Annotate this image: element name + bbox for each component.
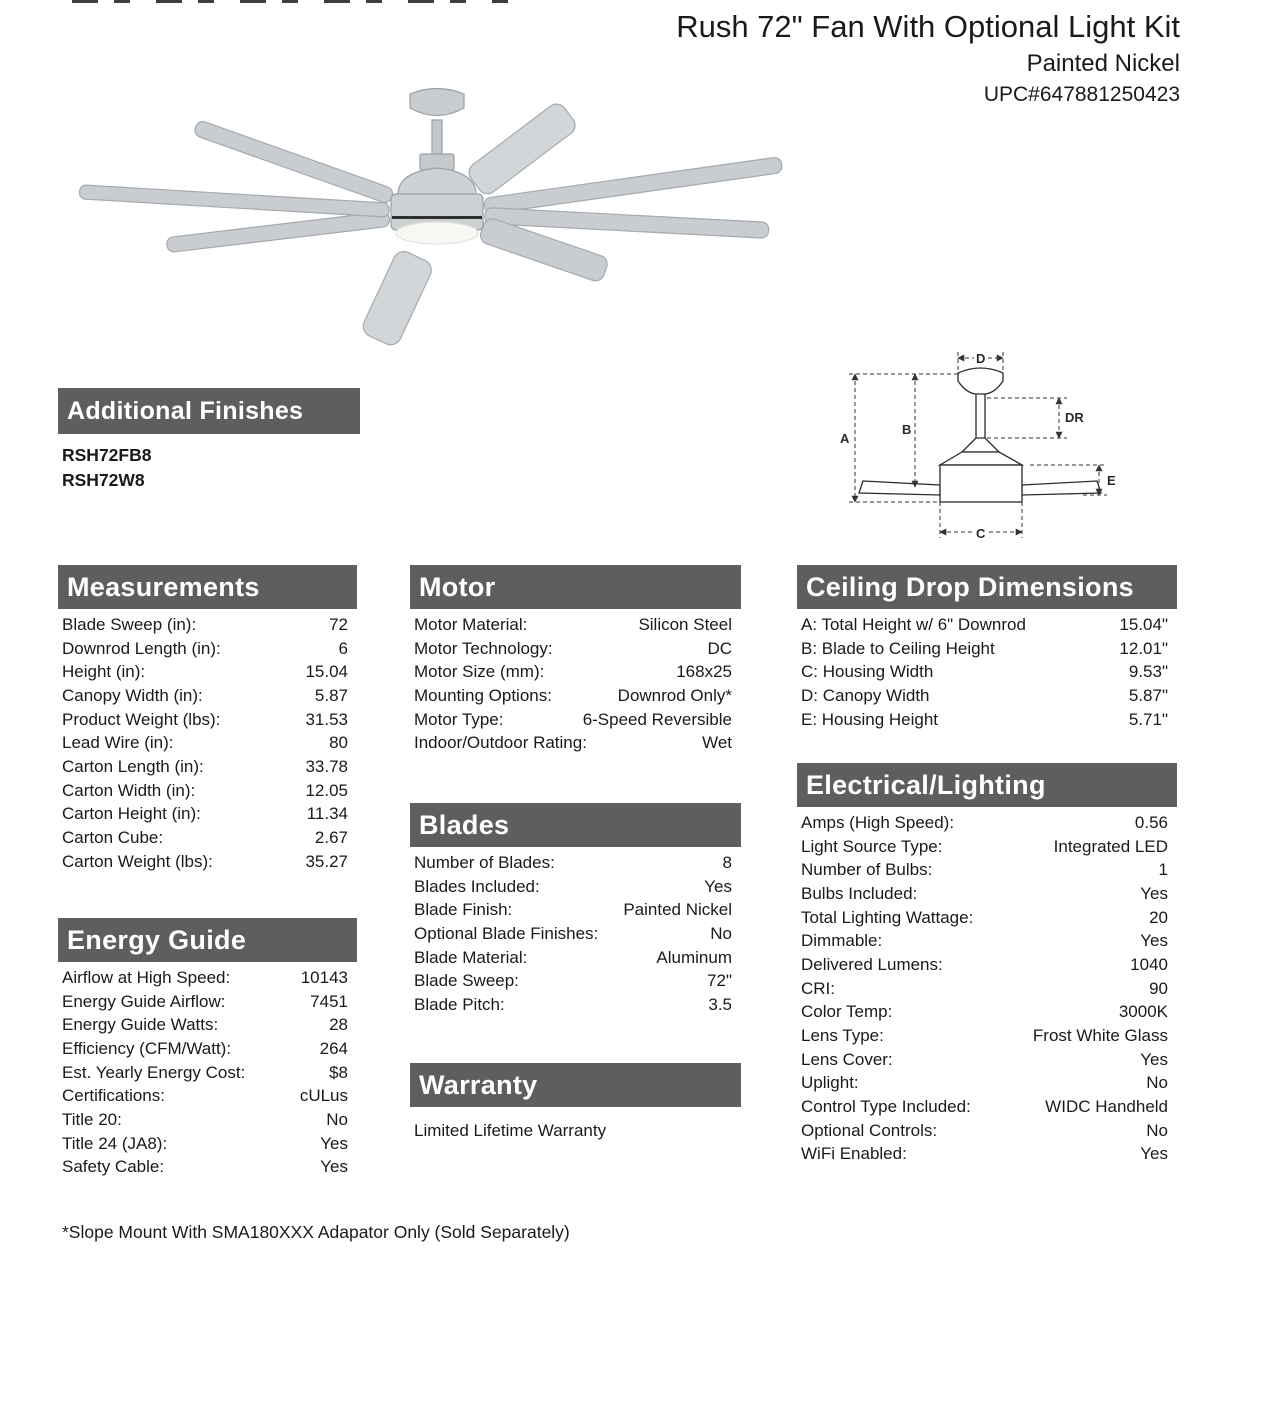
- spec-label: WiFi Enabled:: [801, 1144, 907, 1164]
- spec-row: [58, 779, 357, 803]
- spec-label: Motor Material:: [414, 614, 528, 634]
- spec-row: [58, 684, 357, 708]
- spec-value: cULus: [299, 1086, 348, 1106]
- spec-row: [797, 637, 1177, 661]
- spec-row: [797, 684, 1177, 708]
- spec-row: [58, 637, 357, 661]
- spec-value: DC: [707, 638, 732, 658]
- spec-label: Mounting Options:: [414, 685, 552, 705]
- spec-label: Blade Finish:: [414, 900, 513, 920]
- finish-model-list: [58, 443, 360, 493]
- spec-label: Certifications:: [62, 1086, 165, 1106]
- spec-value: Yes: [1140, 931, 1168, 951]
- spec-value: 11.34: [306, 804, 348, 824]
- spec-value: Wet: [702, 733, 732, 753]
- spec-label: C: Housing Width: [801, 662, 934, 682]
- spec-row: [58, 826, 357, 850]
- spec-value: 5.87: [314, 685, 348, 705]
- electrical-lighting-section-header: Electrical/Lighting: [797, 763, 1177, 807]
- spec-label: Carton Height (in):: [62, 804, 201, 824]
- blades-section-header: Blades: [410, 803, 741, 847]
- spec-row: [410, 875, 741, 899]
- fan-product-image: [60, 80, 840, 352]
- additional-finishes-header: Additional Finishes: [58, 388, 360, 434]
- spec-value: Yes: [1140, 1144, 1168, 1164]
- spec-label: Color Temp:: [801, 1002, 893, 1022]
- spec-label: Motor Technology:: [414, 638, 553, 658]
- spec-row: [58, 1013, 357, 1037]
- spec-label: Product Weight (lbs):: [62, 709, 221, 729]
- spec-label: Control Type Included:: [801, 1097, 971, 1117]
- spec-row: [58, 1037, 357, 1061]
- spec-row: [797, 882, 1177, 906]
- spec-row: [797, 858, 1177, 882]
- spec-row: [410, 969, 741, 993]
- spec-value: Yes: [320, 1133, 348, 1153]
- spec-value: 72": [707, 971, 732, 991]
- energy-guide-table: [58, 966, 357, 1179]
- spec-value: 1040: [1130, 954, 1168, 974]
- diagram-label-dr: DR: [1065, 410, 1084, 425]
- spec-value: 10143: [300, 967, 348, 987]
- spec-row: [410, 637, 741, 661]
- spec-label: Lens Cover:: [801, 1049, 893, 1069]
- spec-value: Downrod Only*: [617, 685, 732, 705]
- spec-label: Energy Guide Watts:: [62, 1015, 219, 1035]
- spec-row: [797, 1072, 1177, 1096]
- spec-label: Carton Width (in):: [62, 780, 196, 800]
- spec-label: CRI:: [801, 978, 835, 998]
- spec-label: Blade Sweep (in):: [62, 614, 197, 634]
- electrical-lighting-section: [797, 763, 1177, 1166]
- spec-row: [58, 966, 357, 990]
- spec-label: Lead Wire (in):: [62, 733, 174, 753]
- spec-row: [58, 1132, 357, 1156]
- spec-value: 2.67: [314, 828, 348, 848]
- spec-value: 12.05: [305, 780, 348, 800]
- spec-value: 8: [722, 852, 732, 872]
- spec-label: Indoor/Outdoor Rating:: [414, 733, 587, 753]
- spec-value: 264: [319, 1038, 348, 1058]
- measurements-section-header: Measurements: [58, 565, 357, 609]
- ceiling-drop-table: [797, 613, 1177, 731]
- spec-value: 0.56: [1134, 812, 1168, 832]
- spec-row: [797, 1001, 1177, 1025]
- spec-row: [797, 1095, 1177, 1119]
- spec-value: Yes: [1140, 883, 1168, 903]
- cropped-text-artifact: [72, 0, 508, 3]
- spec-row: [410, 922, 741, 946]
- ceiling-drop-diagram: [835, 348, 1155, 548]
- spec-label: Canopy Width (in):: [62, 685, 203, 705]
- spec-label: Blades Included:: [414, 876, 540, 896]
- spec-row: [797, 835, 1177, 859]
- spec-value: Painted Nickel: [623, 900, 732, 920]
- diagram-label-a: A: [840, 431, 850, 446]
- spec-value: No: [710, 923, 732, 943]
- spec-label: Energy Guide Airflow:: [62, 991, 226, 1011]
- spec-row: [58, 990, 357, 1014]
- blades-table: [410, 851, 741, 1017]
- spec-label: Carton Cube:: [62, 828, 164, 848]
- spec-value: 1: [1158, 860, 1168, 880]
- spec-row: [797, 1024, 1177, 1048]
- spec-value: Yes: [320, 1157, 348, 1177]
- spec-value: 6: [338, 638, 348, 658]
- product-upc: UPC#647881250423: [983, 83, 1180, 106]
- spec-label: Number of Blades:: [414, 852, 555, 872]
- spec-value: WIDC Handheld: [1045, 1097, 1168, 1117]
- spec-value: 5.71": [1128, 709, 1168, 729]
- spec-value: 80: [329, 733, 348, 753]
- spec-row: [797, 660, 1177, 684]
- additional-finishes-section: [58, 388, 360, 493]
- spec-value: 90: [1149, 978, 1168, 998]
- spec-label: Safety Cable:: [62, 1157, 165, 1177]
- spec-label: Light Source Type:: [801, 836, 943, 856]
- ceiling-drop-section: [797, 565, 1177, 731]
- spec-value: 12.01": [1119, 638, 1168, 658]
- spec-row: [58, 708, 357, 732]
- spec-row: [58, 1061, 357, 1085]
- spec-value: 6-Speed Reversible: [582, 709, 732, 729]
- spec-label: Downrod Length (in):: [62, 638, 221, 658]
- motor-table: [410, 613, 741, 755]
- slope-mount-footnote: *Slope Mount With SMA180XXX Adapator Only (Sold Separately): [62, 1222, 570, 1242]
- spec-label: E: Housing Height: [801, 709, 939, 729]
- diagram-label-c: C: [976, 526, 986, 541]
- motor-section: [410, 565, 741, 755]
- spec-label: Lens Type:: [801, 1026, 884, 1046]
- spec-row: [410, 684, 741, 708]
- spec-row: [410, 660, 741, 684]
- spec-label: Height (in):: [62, 662, 146, 682]
- spec-row: [410, 851, 741, 875]
- spec-label: Optional Blade Finishes:: [414, 923, 599, 943]
- spec-label: Blade Sweep:: [414, 971, 519, 991]
- energy-guide-section-header: Energy Guide: [58, 918, 357, 962]
- spec-label: Airflow at High Speed:: [62, 967, 231, 987]
- spec-label: Title 24 (JA8):: [62, 1133, 168, 1153]
- spec-label: Delivered Lumens:: [801, 954, 943, 974]
- spec-value: Frost White Glass: [1032, 1026, 1168, 1046]
- spec-value: 9.53": [1128, 662, 1168, 682]
- spec-row: [58, 731, 357, 755]
- spec-row: [58, 755, 357, 779]
- spec-value: 72: [329, 614, 348, 634]
- fan-illustration: [60, 80, 840, 352]
- spec-value: 3.5: [708, 994, 732, 1014]
- spec-row: [58, 1084, 357, 1108]
- spec-label: Carton Length (in):: [62, 756, 204, 776]
- measurements-table: [58, 613, 357, 874]
- product-finish: Painted Nickel: [1026, 50, 1180, 77]
- diagram-label-d: D: [976, 351, 986, 366]
- spec-value: No: [1146, 1120, 1168, 1140]
- warranty-note: Limited Lifetime Warranty: [414, 1121, 607, 1140]
- spec-value: Silicon Steel: [638, 614, 732, 634]
- spec-label: Blade Pitch:: [414, 994, 505, 1014]
- spec-row: [410, 993, 741, 1017]
- spec-label: Motor Type:: [414, 709, 504, 729]
- spec-row: [410, 946, 741, 970]
- diagram-label-b: B: [902, 422, 912, 437]
- spec-row: [797, 1048, 1177, 1072]
- spec-row: [797, 613, 1177, 637]
- spec-label: Uplight:: [801, 1073, 859, 1093]
- spec-label: Carton Weight (lbs):: [62, 851, 213, 871]
- spec-value: No: [1146, 1073, 1168, 1093]
- spec-row: [58, 1156, 357, 1180]
- spec-label: Dimmable:: [801, 931, 883, 951]
- product-title: Rush 72" Fan With Optional Light Kit: [676, 9, 1180, 44]
- blades-section: [410, 803, 741, 1017]
- spec-row: [797, 906, 1177, 930]
- spec-value: 35.27: [305, 851, 348, 871]
- measurements-section: [58, 565, 357, 874]
- dimension-diagram-svg: [835, 348, 1155, 548]
- spec-row: [58, 803, 357, 827]
- spec-row: [797, 1143, 1177, 1167]
- spec-value: 15.04": [1119, 614, 1168, 634]
- warranty-section: [410, 1063, 741, 1141]
- spec-row: [410, 898, 741, 922]
- finish-model: RSH72W8: [62, 470, 145, 490]
- spec-row: [410, 708, 741, 732]
- finish-model: RSH72FB8: [62, 445, 152, 465]
- spec-label: Title 20:: [62, 1109, 122, 1129]
- energy-guide-section: [58, 918, 357, 1179]
- spec-row: [797, 953, 1177, 977]
- spec-row: [58, 660, 357, 684]
- spec-label: Optional Controls:: [801, 1120, 938, 1140]
- spec-value: 28: [329, 1015, 348, 1035]
- spec-label: Blade Material:: [414, 947, 528, 967]
- spec-label: Motor Size (mm):: [414, 662, 545, 682]
- spec-label: D: Canopy Width: [801, 685, 930, 705]
- spec-row: [58, 850, 357, 874]
- spec-value: 7451: [310, 991, 348, 1011]
- spec-label: Number of Bulbs:: [801, 860, 933, 880]
- motor-section-header: Motor: [410, 565, 741, 609]
- electrical-lighting-table: [797, 811, 1177, 1166]
- spec-value: Yes: [704, 876, 732, 896]
- spec-row: [797, 708, 1177, 732]
- spec-label: Total Lighting Wattage:: [801, 907, 974, 927]
- spec-row: [797, 811, 1177, 835]
- spec-value: Yes: [1140, 1049, 1168, 1069]
- spec-row: [797, 929, 1177, 953]
- spec-value: 5.87": [1128, 685, 1168, 705]
- spec-value: Aluminum: [656, 947, 732, 967]
- spec-value: 3000K: [1118, 1002, 1168, 1022]
- spec-row: [797, 1119, 1177, 1143]
- spec-value: 20: [1149, 907, 1168, 927]
- spec-row: [410, 731, 741, 755]
- spec-value: No: [326, 1109, 348, 1129]
- diagram-label-e: E: [1107, 473, 1116, 488]
- spec-label: Amps (High Speed):: [801, 812, 955, 832]
- spec-row: [797, 977, 1177, 1001]
- spec-label: B: Blade to Ceiling Height: [801, 638, 995, 658]
- spec-label: Efficiency (CFM/Watt):: [62, 1038, 232, 1058]
- spec-row: [410, 613, 741, 637]
- spec-value: 15.04: [305, 662, 348, 682]
- spec-row: [58, 1108, 357, 1132]
- spec-value: 33.78: [305, 756, 348, 776]
- spec-label: A: Total Height w/ 6" Downrod: [801, 614, 1026, 634]
- spec-value: $8: [329, 1062, 348, 1082]
- warranty-section-header: Warranty: [410, 1063, 741, 1107]
- spec-row: [58, 613, 357, 637]
- spec-value: 168x25: [676, 662, 732, 682]
- spec-value: 31.53: [305, 709, 348, 729]
- spec-label: Bulbs Included:: [801, 883, 918, 903]
- ceiling-drop-section-header: Ceiling Drop Dimensions: [797, 565, 1177, 609]
- spec-label: Est. Yearly Energy Cost:: [62, 1062, 246, 1082]
- spec-value: Integrated LED: [1053, 836, 1168, 856]
